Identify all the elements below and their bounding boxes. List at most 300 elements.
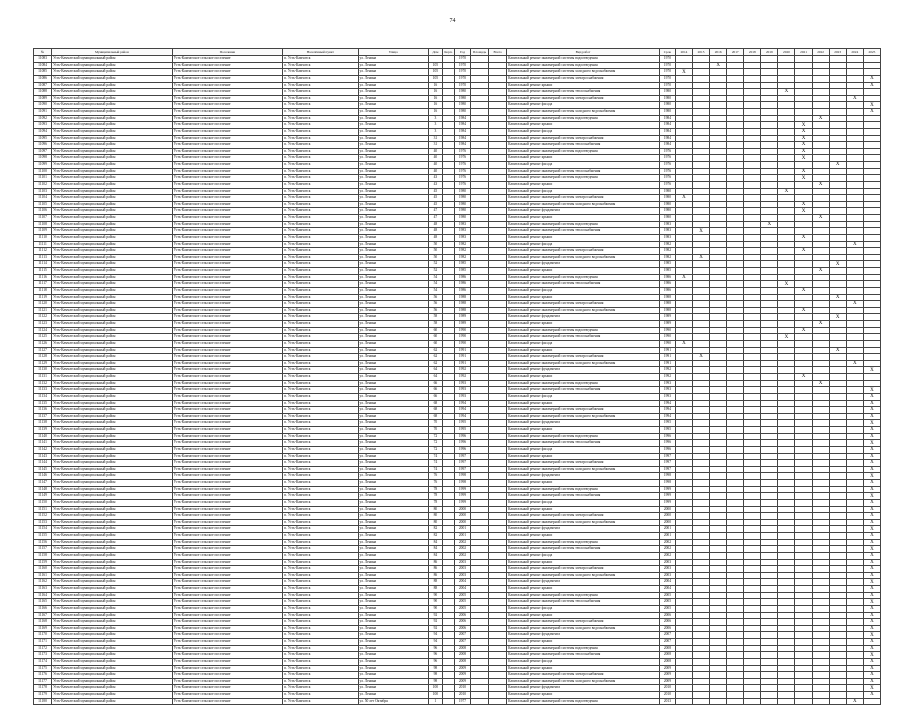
table-cell [442,685,454,692]
table-cell [442,221,454,228]
year-mark-cell [710,89,727,96]
table-cell [442,201,454,208]
year-mark-cell [727,586,744,593]
table-cell: 11095 [34,135,52,142]
table-cell: ул. Ленина [358,208,428,215]
table-cell: 11170 [34,632,52,639]
year-mark-cell [812,572,829,579]
year-mark-cell [727,387,744,394]
table-cell [442,605,454,612]
table-cell: 60 [428,340,442,347]
table-cell [442,62,454,69]
year-mark-cell [693,446,710,453]
table-cell: 1970 [659,69,675,76]
year-mark-cell [846,652,863,659]
year-mark-cell: Х [778,89,795,96]
table-row [34,513,881,520]
year-mark-cell [744,374,761,381]
table-cell [489,665,507,672]
year-mark-cell [778,407,795,414]
column-header: 2017 [727,49,744,56]
table-row [34,221,881,228]
year-mark-cell [846,506,863,513]
table-cell: Усть-Камчатский муниципальный район [52,82,173,89]
table-cell [471,672,489,679]
table-cell [442,652,454,659]
table-cell [442,473,454,480]
year-mark-cell [693,162,710,169]
table-cell: п. Усть-Камчатск [283,539,358,546]
table-cell: 11129 [34,360,52,367]
year-mark-cell [761,572,778,579]
table-cell: 105 [428,69,442,76]
table-row [34,327,881,334]
year-mark-cell [710,513,727,520]
year-mark-cell [846,619,863,626]
table-cell: ул. Ленина [358,274,428,281]
table-cell: Усть-Камчатский муниципальный район [52,294,173,301]
year-mark-cell [846,486,863,493]
year-mark-cell [761,188,778,195]
table-cell: Усть-Камчатский муниципальный район [52,605,173,612]
table-row [34,155,881,162]
year-mark-cell [846,393,863,400]
table-cell: Усть-Камчатский муниципальный район [52,367,173,374]
table-cell: 1994 [659,400,675,407]
table-cell: 2008 [454,652,470,659]
year-mark-cell: Х [795,135,812,142]
table-cell: Капитальный ремонт фасада [507,102,660,109]
year-mark-cell: Х [863,645,880,652]
year-mark-cell [829,592,846,599]
table-cell: 2001 [659,526,675,533]
year-mark-cell [846,75,863,82]
year-mark-cell [744,307,761,314]
table-cell: Усть-Камчатский муниципальный район [52,486,173,493]
table-cell: 96 [428,658,442,665]
table-cell: ул. Ленина [358,685,428,692]
table-row [34,248,881,255]
table-cell: Усть-Камчатский муниципальный район [52,526,173,533]
table-row [34,453,881,460]
year-mark-cell [744,440,761,447]
table-row [34,281,881,288]
year-mark-cell [829,327,846,334]
year-mark-cell [675,128,692,135]
year-mark-cell [812,645,829,652]
year-mark-cell [829,665,846,672]
table-cell: п. Усть-Камчатск [283,122,358,129]
year-mark-cell [812,446,829,453]
year-mark-cell [761,208,778,215]
table-cell: 11122 [34,314,52,321]
table-cell: 1970 [454,56,470,63]
table-cell: ул. Ленина [358,62,428,69]
table-cell: Капитальный ремонт фундамента [507,208,660,215]
year-mark-cell [846,268,863,275]
table-cell: Капитальный ремонт крыши [507,234,660,241]
year-mark-cell [829,115,846,122]
table-cell [471,234,489,241]
year-mark-cell [795,473,812,480]
table-cell [442,360,454,367]
table-cell [442,453,454,460]
year-mark-cell [761,354,778,361]
table-cell: 76 [428,480,442,487]
year-mark-cell [846,387,863,394]
table-cell: 11085 [34,69,52,76]
table-cell [471,506,489,513]
year-mark-cell [744,148,761,155]
table-cell [471,162,489,169]
table-row [34,360,881,367]
table-cell: Усть-Камчатское сельское поселение [172,559,283,566]
year-mark-cell [829,334,846,341]
year-mark-cell [727,698,744,705]
table-cell [489,625,507,632]
table-cell: ул. Ленина [358,400,428,407]
table-cell: 1986 [454,274,470,281]
table-cell: Усть-Камчатское сельское поселение [172,82,283,89]
year-mark-cell [778,506,795,513]
year-mark-cell [744,314,761,321]
table-cell: Усть-Камчатское сельское поселение [172,387,283,394]
year-mark-cell [795,586,812,593]
table-cell: 2000 [454,513,470,520]
year-mark-cell [812,552,829,559]
table-cell: 60 [428,327,442,334]
year-mark-cell [727,181,744,188]
table-cell [489,201,507,208]
year-mark-cell [829,453,846,460]
table-cell: Усть-Камчатское сельское поселение [172,374,283,381]
table-cell: Усть-Камчатский муниципальный район [52,261,173,268]
year-mark-cell [829,539,846,546]
year-mark-cell: Х [863,579,880,586]
year-mark-cell [778,261,795,268]
table-cell: 90 [428,592,442,599]
year-mark-cell [744,453,761,460]
table-cell: ул. Ленина [358,221,428,228]
year-mark-cell [778,148,795,155]
year-mark-cell [675,228,692,235]
table-cell: Капитальный ремонт фундамента [507,632,660,639]
year-mark-cell [829,215,846,222]
table-cell: Капитальный ремонт инженерной системы холодного водоснабжения [507,69,660,76]
table-cell: п. Усть-Камчатск [283,453,358,460]
year-mark-cell [778,605,795,612]
table-cell [489,486,507,493]
table-cell [471,75,489,82]
year-mark-cell [761,307,778,314]
year-mark-cell: Х [863,619,880,626]
year-mark-cell [812,208,829,215]
table-cell: п. Усть-Камчатск [283,228,358,235]
year-mark-cell [829,599,846,606]
table-cell: Усть-Камчатский муниципальный район [52,109,173,116]
year-mark-cell [761,327,778,334]
table-cell [489,115,507,122]
year-mark-cell [761,486,778,493]
table-cell [471,281,489,288]
year-mark-cell: Х [829,162,846,169]
year-mark-cell [727,413,744,420]
year-mark-cell: Х [863,533,880,540]
table-cell: 11165 [34,599,52,606]
year-mark-cell [812,506,829,513]
year-mark-cell [693,75,710,82]
table-cell: 2006 [659,619,675,626]
year-mark-cell: Х [795,128,812,135]
year-mark-cell [710,374,727,381]
year-mark-cell [829,400,846,407]
table-cell: 11111 [34,241,52,248]
table-cell: 1993 [454,387,470,394]
year-mark-cell [744,95,761,102]
table-cell: Усть-Камчатский муниципальный район [52,658,173,665]
table-cell: 66 [428,393,442,400]
year-mark-cell [761,321,778,328]
table-cell [471,493,489,500]
table-cell: Усть-Камчатское сельское поселение [172,175,283,182]
year-mark-cell [846,102,863,109]
table-cell: 1992 [454,374,470,381]
table-cell [442,506,454,513]
table-cell: Капитальный ремонт фасада [507,128,660,135]
year-mark-cell [727,347,744,354]
year-mark-cell [675,115,692,122]
table-row [34,605,881,612]
year-mark-cell [846,446,863,453]
year-mark-cell [812,241,829,248]
year-mark-cell [727,201,744,208]
table-cell: 2001 [659,533,675,540]
year-mark-cell [744,122,761,129]
column-header: 2025 [863,49,880,56]
table-row [34,460,881,467]
year-mark-cell [693,380,710,387]
table-cell: Усть-Камчатский муниципальный район [52,665,173,672]
table-cell: 11119 [34,294,52,301]
table-cell: Капитальный ремонт фасада [507,446,660,453]
table-cell: Капитальный ремонт фасада [507,188,660,195]
table-cell: 11168 [34,619,52,626]
year-mark-cell [727,354,744,361]
year-mark-cell [761,519,778,526]
year-mark-cell [812,82,829,89]
table-cell: 1970 [454,75,470,82]
table-cell: Усть-Камчатское сельское поселение [172,188,283,195]
year-mark-cell [675,460,692,467]
year-mark-cell [744,692,761,699]
year-mark-cell: Х [863,109,880,116]
table-cell: 11158 [34,552,52,559]
year-mark-cell [812,413,829,420]
year-mark-cell [829,181,846,188]
year-mark-cell [795,181,812,188]
year-mark-cell [744,215,761,222]
year-mark-cell [710,281,727,288]
year-mark-cell [863,62,880,69]
year-mark-cell [710,533,727,540]
table-row [34,632,881,639]
table-cell: п. Усть-Камчатск [283,168,358,175]
table-cell: 1986 [659,281,675,288]
year-mark-cell [846,340,863,347]
year-mark-cell [675,354,692,361]
year-mark-cell [846,605,863,612]
table-cell: ул. Ленина [358,135,428,142]
year-mark-cell: Х [812,380,829,387]
year-mark-cell [812,546,829,553]
year-mark-cell [846,427,863,434]
table-cell [471,208,489,215]
table-cell [471,519,489,526]
table-cell [489,142,507,149]
year-mark-cell [710,678,727,685]
year-mark-cell [693,499,710,506]
year-mark-cell [727,327,744,334]
year-mark-cell [710,115,727,122]
year-mark-cell [829,148,846,155]
year-mark-cell [693,513,710,520]
table-cell [489,639,507,646]
table-cell: ул. Ленина [358,678,428,685]
table-cell: Усть-Камчатское сельское поселение [172,513,283,520]
table-cell: Усть-Камчатское сельское поселение [172,672,283,679]
year-mark-cell [829,506,846,513]
table-row [34,208,881,215]
table-cell: Усть-Камчатский муниципальный район [52,645,173,652]
table-cell [442,82,454,89]
year-mark-cell: Х [829,294,846,301]
year-mark-cell [675,685,692,692]
year-mark-cell [795,188,812,195]
table-cell: Усть-Камчатское сельское поселение [172,321,283,328]
table-cell [442,692,454,699]
table-cell: Усть-Камчатский муниципальный район [52,639,173,646]
table-cell: Усть-Камчатский муниципальный район [52,612,173,619]
table-cell: Усть-Камчатский муниципальный район [52,480,173,487]
year-mark-cell [744,539,761,546]
table-cell: Усть-Камчатское сельское поселение [172,56,283,63]
year-mark-cell [727,672,744,679]
table-cell: Усть-Камчатский муниципальный район [52,539,173,546]
year-mark-cell [727,234,744,241]
year-mark-cell [744,228,761,235]
column-header: Срок [659,49,675,56]
year-mark-cell [795,692,812,699]
year-mark-cell [675,248,692,255]
year-mark-cell [795,360,812,367]
year-mark-cell [710,506,727,513]
year-mark-cell [675,533,692,540]
table-cell: п. Усть-Камчатск [283,221,358,228]
column-header: № [34,49,52,56]
year-mark-cell [744,261,761,268]
table-cell: 11138 [34,420,52,427]
table-cell [489,499,507,506]
year-mark-cell [812,427,829,434]
table-cell: 1983 [454,228,470,235]
table-cell [442,314,454,321]
table-row [34,195,881,202]
table-cell: п. Усть-Камчатск [283,400,358,407]
table-cell [489,321,507,328]
table-cell [442,128,454,135]
table-cell: Капитальный ремонт инженерной системы холодного водоснабжения [507,201,660,208]
year-mark-cell [744,599,761,606]
table-row [34,692,881,699]
year-mark-cell [675,82,692,89]
year-mark-cell [761,334,778,341]
table-cell: 2003 [454,572,470,579]
year-mark-cell [675,221,692,228]
table-row [34,440,881,447]
year-mark-cell [778,586,795,593]
year-mark-cell [761,148,778,155]
table-cell: 1997 [454,460,470,467]
table-cell: Усть-Камчатский муниципальный район [52,208,173,215]
table-cell: 2000 [454,506,470,513]
table-cell: ул. Ленина [358,552,428,559]
table-cell: 1970 [454,69,470,76]
table-row [34,75,881,82]
table-cell: 98 [428,665,442,672]
year-mark-cell: Х [863,413,880,420]
table-cell: 1997 [454,453,470,460]
table-cell: 1980 [454,95,470,102]
table-cell [442,109,454,116]
year-mark-cell [846,168,863,175]
table-cell: Усть-Камчатское сельское поселение [172,493,283,500]
year-mark-cell [795,400,812,407]
table-cell: ул. Ленина [358,162,428,169]
year-mark-cell [846,440,863,447]
year-mark-cell [812,665,829,672]
table-cell: 2003 [659,566,675,573]
table-cell: Усть-Камчатское сельское поселение [172,195,283,202]
year-mark-cell [846,566,863,573]
table-cell: 1985 [454,268,470,275]
table-cell: ул. Ленина [358,69,428,76]
year-mark-cell [744,89,761,96]
table-cell: Капитальный ремонт фундамента [507,579,660,586]
year-mark-cell [675,592,692,599]
table-cell [489,645,507,652]
table-cell: 94 [428,632,442,639]
table-cell: Капитальный ремонт крыши [507,294,660,301]
table-cell: 1984 [659,122,675,129]
year-mark-cell [710,221,727,228]
table-cell: Усть-Камчатский муниципальный район [52,128,173,135]
year-mark-cell [675,639,692,646]
year-mark-cell [829,486,846,493]
year-mark-cell [863,307,880,314]
year-mark-cell: Х [795,168,812,175]
table-cell: ул. Ленина [358,692,428,699]
table-row [34,672,881,679]
table-cell: 1980 [454,215,470,222]
year-mark-cell [761,254,778,261]
year-mark-cell: Х [863,672,880,679]
year-mark-cell [829,393,846,400]
register-table [33,48,881,705]
year-mark-cell [761,380,778,387]
table-cell: 2006 [659,625,675,632]
table-cell: 68 [428,413,442,420]
table-row [34,387,881,394]
